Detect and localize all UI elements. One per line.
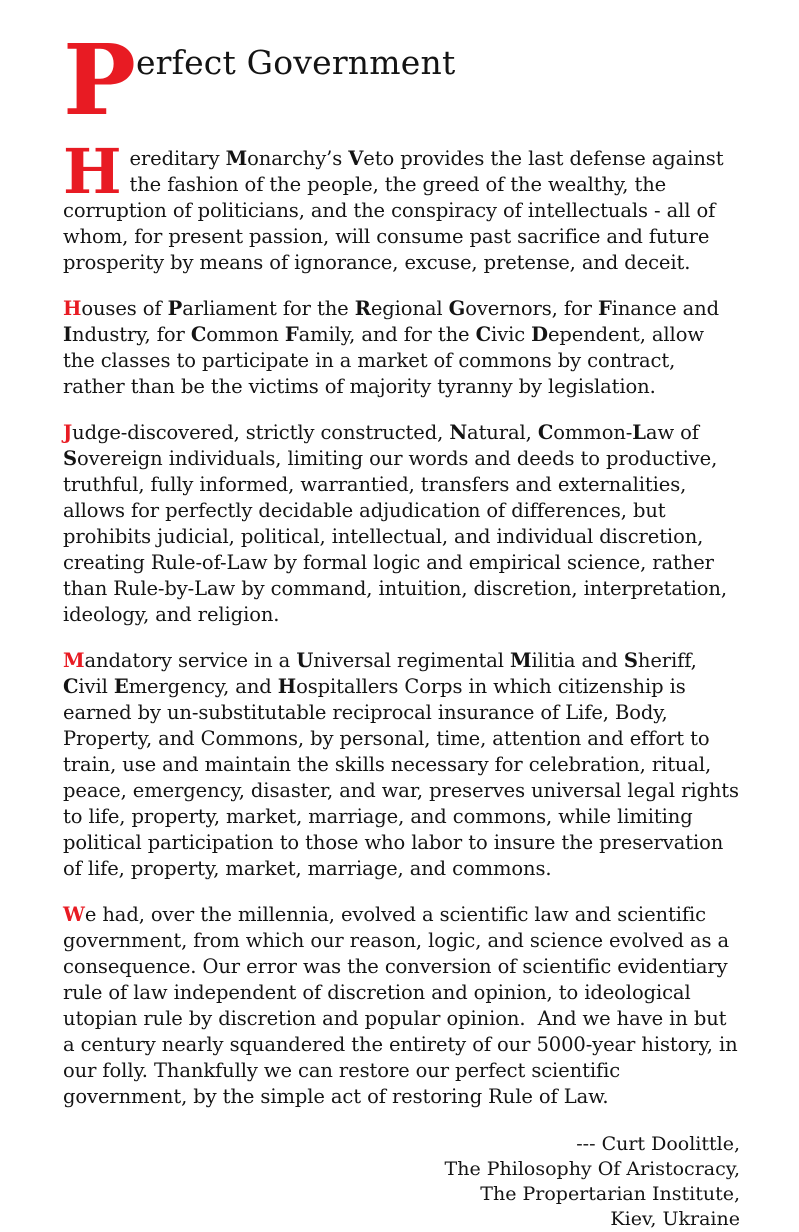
signature-line-2: The Philosophy Of Aristocracy,: [444, 1158, 740, 1180]
bold-letter: M: [225, 147, 248, 170]
bold-letter: F: [597, 297, 612, 320]
bold-letter: G: [448, 297, 466, 320]
text-run: amily, and for the: [298, 323, 476, 346]
text-run: aw of: [645, 421, 705, 444]
text-run: arliament for the: [182, 297, 355, 320]
paragraph-4-initial-letter: M: [63, 649, 85, 672]
bold-letter: C: [190, 323, 207, 346]
text-run: ilitia and: [531, 649, 624, 672]
paragraph-2: [63, 296, 740, 400]
text-run: mergency, and: [128, 675, 278, 698]
bold-letter: S: [623, 649, 638, 672]
bold-letter: C: [537, 421, 554, 444]
paragraph-4: [63, 648, 746, 882]
bold-letter: P: [167, 297, 183, 320]
text-run: ommon-: [553, 421, 633, 444]
signature-line-4: Kiev, Ukraine: [610, 1208, 740, 1230]
signature-block: [63, 1132, 740, 1232]
document-body: [63, 135, 746, 1110]
bold-letter: M: [510, 649, 532, 672]
bold-letter: L: [632, 421, 646, 444]
text-run: e had, over the millennia, evolved a scientific law and scientific government, from which our reason, logic, and science evolved as a consequence. Our error was the conversion of scientific evidentiary rule of law independent of discretion and opinion, to ideological utopian rule by discretion and popular opinion. And we have in but a century nearly squandered the entirety of our 5000-year history, in our folly. Thankfully we can restore our perfect scientific government, by the simple act of restoring Rule of Law.: [63, 903, 744, 1108]
text-run: atural,: [467, 421, 538, 444]
text-run: andatory service in a: [84, 649, 297, 672]
title-dropcap: P: [63, 23, 136, 137]
text-run: niversal regimental: [313, 649, 511, 672]
paragraph-3-initial-letter: J: [63, 421, 73, 444]
bold-letter: D: [531, 323, 548, 346]
bold-letter: H: [277, 675, 297, 698]
text-run: overeign individuals, limiting our words and deeds to productive, truthful, fully informed, warrantied, transfers and externalities, allows for perfectly decidable adjudication of differences, but prohibits judicial, political, intellectual, and individual discretion, creating Rule-of-Law by formal logic and empirical science, rather than Rule-by-Law by command, intuition, discretion, interpretation, ideology, and religion.: [63, 447, 734, 626]
text-run: ndustry, for: [72, 323, 191, 346]
text-run: onarchy’s: [247, 147, 349, 170]
paragraph-1: [63, 135, 740, 276]
document-title: [63, 23, 740, 146]
text-run: ommon: [206, 323, 285, 346]
signature-line-1: --- Curt Doolittle,: [576, 1133, 740, 1155]
text-run: udge-discovered, strictly constructed,: [72, 421, 450, 444]
bold-letter: V: [348, 147, 364, 170]
paragraph-1-initial-letter: H: [63, 135, 122, 208]
bold-letter: N: [449, 421, 468, 444]
paragraph-5: [63, 902, 744, 1110]
text-run: ospitallers Corps in which citizenship is earned by un-substitutable reciprocal insurance of Life, Body, Property, and Commons, by personal, time, attention and effort to train, use and maintain the skills necessary for celebration, ritual, peace, emergency, disaster, and war, preserves universal legal rights to life, property, market, marriage, and commons, while limiting political participation to those who labor to insure the preservation of life, property, market, marriage, and commons.: [63, 675, 746, 880]
text-run: ependent, allow the classes to participate in a market of commons by contract, rather than be the victims of majority tyranny by legislation.: [63, 323, 711, 398]
text-run: overnors, for: [465, 297, 598, 320]
text-run: inance and: [611, 297, 726, 320]
text-run: ouses of: [81, 297, 168, 320]
bold-letter: F: [284, 323, 299, 346]
bold-letter: C: [63, 675, 79, 698]
text-run: ivil: [78, 675, 114, 698]
bold-letter: S: [63, 447, 77, 470]
text-run: egional: [370, 297, 449, 320]
bold-letter: C: [475, 323, 492, 346]
signature-line-3: The Propertarian Institute,: [480, 1183, 740, 1205]
bold-letter: R: [354, 297, 371, 320]
bold-letter: I: [63, 323, 73, 346]
text-run: eto provides the last defense against the fashion of the people, the greed of the wealthy, the corruption of politicians, and the conspiracy of intellectuals - all of whom, for present passion, will consume past sacrifice and future prosperity by means of ignorance, excuse, pretense, and deceit.: [63, 147, 730, 274]
paragraph-2-initial-letter: H: [63, 297, 82, 320]
text-run: ivic: [491, 323, 532, 346]
paragraph-5-initial-letter: W: [63, 903, 85, 926]
bold-letter: E: [113, 675, 129, 698]
bold-letter: U: [296, 649, 314, 672]
text-run: ereditary: [129, 147, 226, 170]
title-text: erfect Government: [135, 43, 456, 82]
text-run: heriff,: [637, 649, 703, 672]
paragraph-3: [63, 420, 740, 628]
